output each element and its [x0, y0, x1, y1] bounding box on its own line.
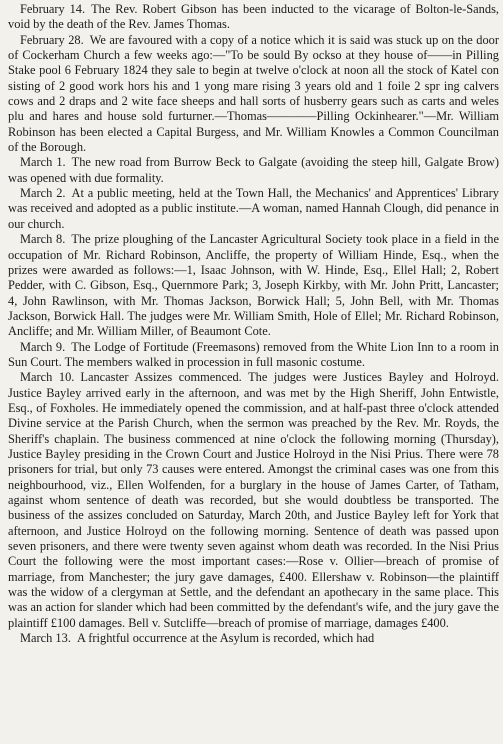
- entry-text: The Lodge of Fortitude (Freemasons) removed from the White Lion Inn to a room in Sun Court. The members walked in procession in full masonic costume.: [8, 339, 499, 369]
- entry-text: Lancaster Assizes commenced. The judges were Justices Bayley and Holroyd. Justice Bayley arrived early in the afternoon, and was met by the High Sheriff, John Entwistle, Esq., of Foxholes. He immediately opened the commission, and at half-past three o'clock attended Divine service at the Parish Church, when the sermon was preached by the Rev. Mr. Royds, the Sheriff's chaplain. The business commenced at nine o'clock the following morning (Thursday), Justice Bayley presiding in the Crown Court and Justice Holroyd in the Nisi Prius. There were 78 prisoners for trial, but only 73 causes were entered. Amongst the criminal cases was one from this neighbourhood, viz., Ellen Wolfenden, for a burglary in the house of James Carter, of Tatham, against whom sentence of death was recorded, but she would doubtless be transported. The business of the assizes concluded on Saturday, March 20th, and Justice Bayley left for York that afternoon, and Justice Holroyd on the following morning. Sentence of death was passed upon seven prisoners, and there were twenty seven against whom death was recorded. In the Nisi Prius Court the following were the most important cases:—Rose v. Ollier—breach of promise of marriage, from Manchester; the jury gave damages, £400. Ellershaw v. Robinson—the plaintiff was the widow of a clergyman at Settle, and the defendant an apothecary in the same place. This was an action for slander which had been committed by the defendant's wife, and the jury gave the plaintiff £100 damages. Bell v. Sutcliffe—breach of promise of marriage, damages £400.: [8, 370, 499, 630]
- entry-feb-28: [8, 33, 499, 156]
- entry-mar-2: [8, 186, 499, 232]
- entry-mar-9: [8, 340, 499, 371]
- entry-date: March 9.: [20, 339, 66, 354]
- entry-feb-14: [8, 2, 499, 33]
- entry-date: February 28.: [20, 32, 84, 47]
- entry-text: At a public meeting, held at the Town Hall, the Mechanics' and Apprentices' Library was received and adopted as a public institute.—A woman, named Hannah Clough, did penance in our church.: [8, 186, 499, 231]
- entry-date: March 13.: [20, 631, 71, 646]
- entry-date: March 10.: [20, 370, 75, 385]
- entry-mar-13: [8, 631, 499, 646]
- entry-date: February 14.: [20, 2, 86, 16]
- entry-text: We are favoured with a copy of a notice which it is said was stuck up on the door of Cockerham Church a few weeks ago:—"To be sould By ockso at they house of——in Pilling Stake pool 6 February 1824 they sale to begin at twelve o'clock at noon all the stock of Katel con sisting of 2 good work hors his and 1 yong mare rising 3 years old and 1 foile 2 spr ing calvers cows and 2 draps and 2 wite face sheeps and hall sorts of husberry gears such as carts and weles plu and hares and house sold furturner.—Thomas————Pilling Ockinhearer."—Mr. William Robinson has been elected a Capital Burgess, and Mr. William Knowles a Common Councilman of the Borough.: [8, 32, 499, 155]
- entry-date: March 2.: [20, 186, 66, 201]
- entry-date: March 8.: [20, 232, 66, 247]
- entry-date: March 1.: [20, 155, 66, 170]
- entry-mar-10: [8, 370, 499, 631]
- entry-text: The new road from Burrow Beck to Galgate (avoiding the steep hill, Galgate Brow) was opened with due formality.: [8, 155, 499, 185]
- entry-mar-1: [8, 155, 499, 186]
- entry-text: The prize ploughing of the Lancaster Agricultural Society took place in a field in the occupation of Mr. Richard Robinson, Ancliffe, the property of William Hinde, Esq., when the prizes were awarded as follows:—1, Isaac Johnson, with W. Hinde, Esq., Ellel Hall; 2, Robert Pedder, with C. Gibson, Esq., Quernmore Park; 3, Joseph Kirkby, with Mr. John Pritt, Lancaster; 4, John Rawlinson, with Mr. Thomas Jackson, Borwick Hall; 5, John Bell, with Mr. Thomas Jackson, Borwick Hall. The judges were Mr. William Smith, Hole of Ellel; Mr. Richard Robinson, Ancliffe; and Mr. William Miller, of Beaumont Cote.: [8, 232, 499, 339]
- entry-text: A frightful occurrence at the Asylum is recorded, which had: [76, 631, 375, 646]
- entry-text: The Rev. Robert Gibson has been inducted to the vicarage of Bolton-le-Sands, void by the death of the Rev. James Thomas.: [8, 2, 499, 32]
- entry-mar-8: [8, 232, 499, 339]
